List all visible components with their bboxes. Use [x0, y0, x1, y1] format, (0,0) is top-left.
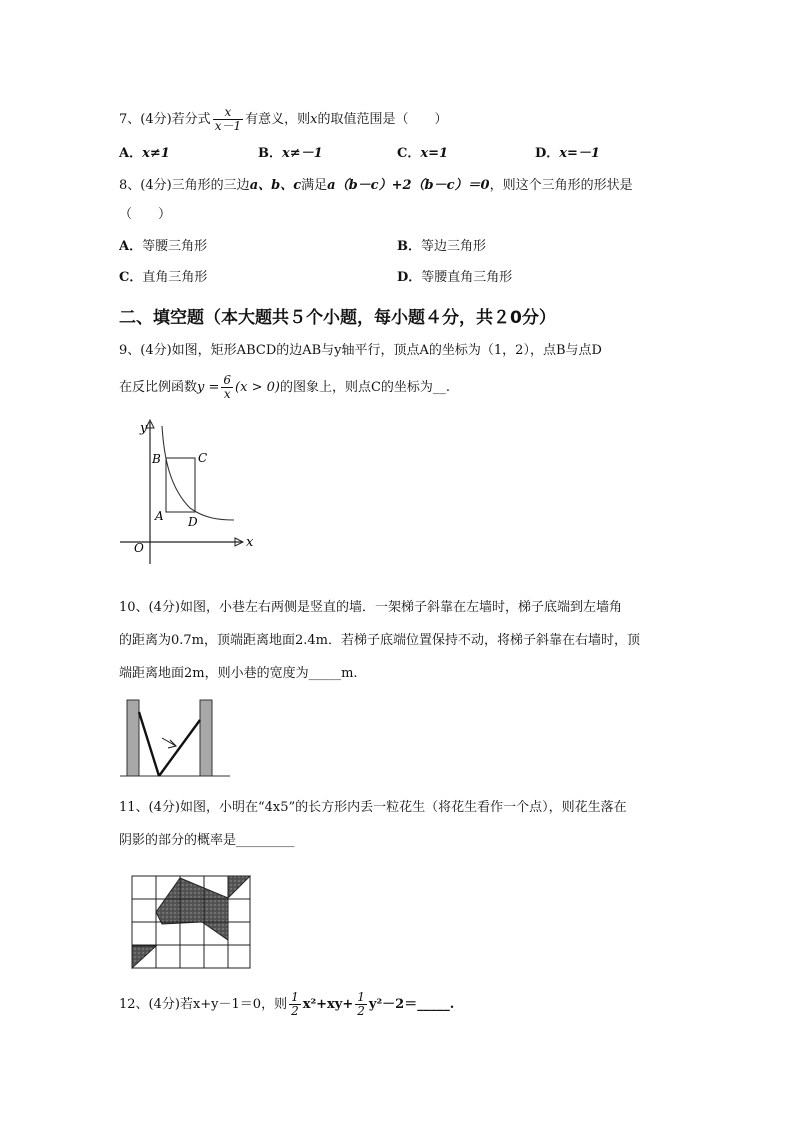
hyperbola-curve: [162, 426, 234, 520]
q10-line1: 10、(4分)如图，小巷左右两侧是竖直的墙．一架梯子斜靠在左墙时，梯子底端到左墙角: [119, 600, 622, 615]
left-wall: [127, 700, 139, 776]
label-d: D: [188, 515, 198, 529]
shaded-main: [156, 878, 228, 940]
q12-fraction-2: $\frac{1}{2}$: [357, 990, 365, 1018]
ladder-right: [159, 720, 200, 776]
shaded-top-right: [228, 876, 250, 898]
q7-stem: 7、(4分)若分式 $\frac{x}{x-1}$ 有意义，则x的取值范围是（ ）: [119, 105, 448, 133]
q12-stem: 12、(4分)若x+y－1＝0，则 $\frac{1}{2}$ x²+xy+ $\frac{1}{2}$ y²－2＝_____.: [119, 990, 455, 1018]
q8-option-d: D．等腰直角三角形: [397, 270, 513, 285]
label-c: C: [198, 451, 208, 465]
q9-line2: 在反比例函数y = $\frac{6}{x}$ (x > 0)的图象上，则点C的坐标为__.: [119, 373, 451, 401]
rotation-arrow: [162, 738, 176, 746]
q7-option-d: D．x=－1: [535, 146, 600, 161]
q8-option-c: C．直角三角形: [119, 270, 208, 285]
q12-fraction-1: $\frac{1}{2}$: [291, 990, 299, 1018]
ladder-left: [139, 712, 159, 776]
shaded-bottom-left: [132, 946, 156, 968]
q8-option-a: A．等腰三角形: [119, 239, 208, 254]
q10-line3: 端距离地面2m，则小巷的宽度为_____m.: [119, 666, 358, 681]
q9-line1: 9、(4分)如图，矩形ABCD的边AB与y轴平行，顶点A的坐标为（1，2），点B与点D: [119, 343, 602, 358]
q11-line1: 11、(4分)如图，小明在“4x5”的长方形内丢一粒花生（将花生看作一个点），则花生落在: [119, 800, 627, 815]
right-wall: [200, 700, 212, 776]
label-y: y: [140, 421, 148, 436]
section-heading: 二、填空题（本大题共５个小题，每小题４分，共２0分）: [119, 308, 556, 328]
label-o: O: [134, 541, 144, 555]
label-x: x: [246, 535, 254, 550]
q10-line2: 的距离为0.7m，顶端距离地面2.4m．若梯子底端位置保持不动，将梯子斜靠在右墙时，顶: [119, 633, 641, 648]
q7-option-b: B．x≠－1: [258, 146, 323, 161]
q11-figure: [126, 872, 256, 972]
rectangle-abcd: [166, 458, 195, 512]
q10-figure: [118, 694, 233, 780]
q7-fraction: $\frac{x}{x-1}$: [214, 105, 242, 133]
q7-option-c: C．x=1: [397, 146, 449, 161]
q8-paren: （ ）: [119, 207, 172, 222]
q7-option-a: A．x≠1: [119, 146, 170, 161]
label-b: B: [152, 452, 161, 466]
q11-line2: 阴影的部分的概率是_________: [119, 833, 295, 848]
q9-fraction: $\frac{6}{x}$: [223, 373, 232, 401]
label-a: A: [155, 509, 164, 523]
q8-option-b: B．等边三角形: [397, 239, 487, 254]
q8-stem: 8、(4分)三角形的三边a、b、c满足a（b－c）+2（b－c）＝0，则这个三角形的形状是: [119, 178, 633, 193]
q9-figure: [118, 418, 258, 568]
